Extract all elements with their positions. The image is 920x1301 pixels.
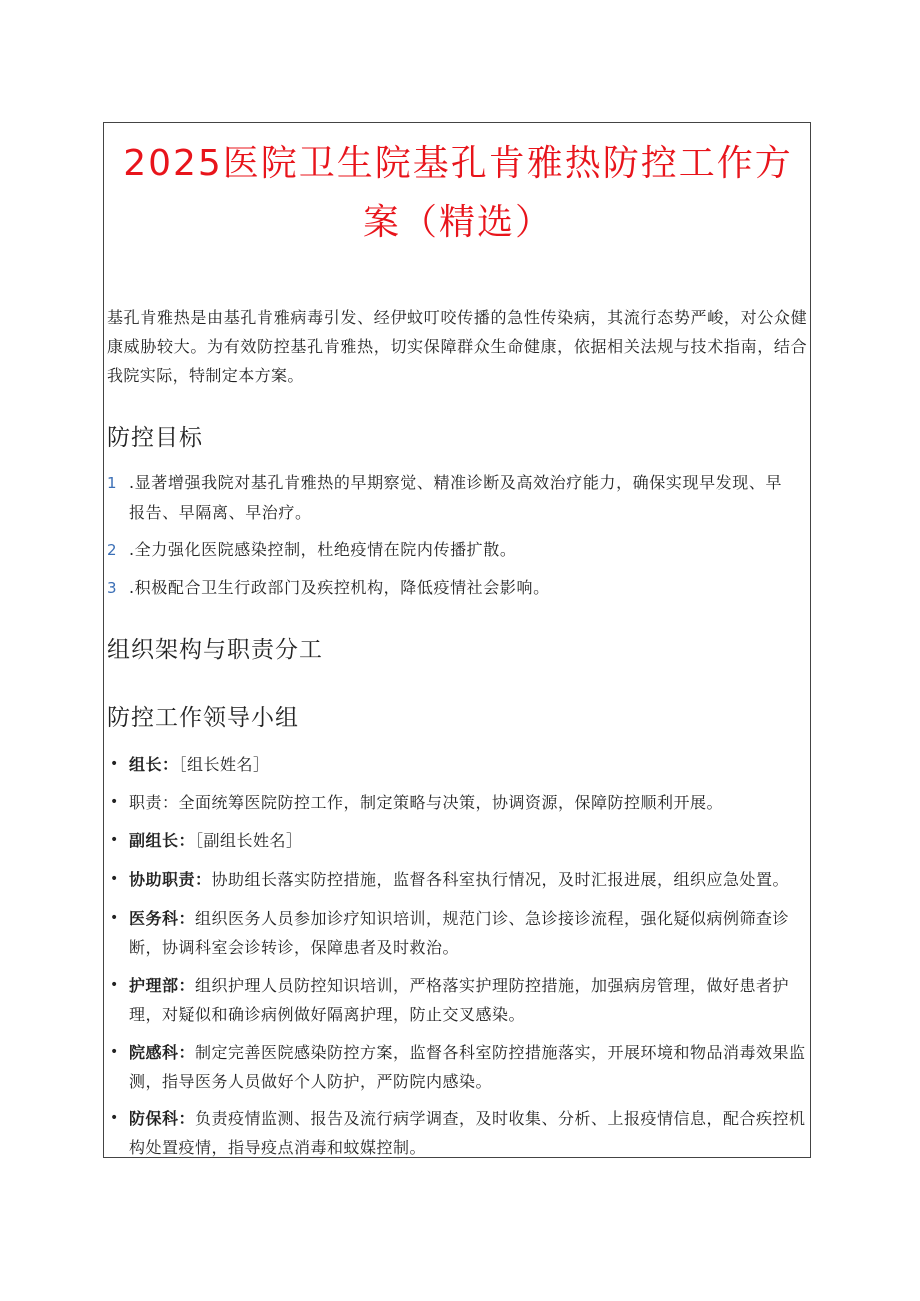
bullet-icon: • bbox=[110, 794, 119, 810]
goal-number: 3 bbox=[107, 579, 118, 597]
list-item-prevention bbox=[107, 1104, 810, 1162]
item-text: 负责疫情监测、报告及流行病学调查，及时收集、分析、上报疫情信息，配合疾控机构处置疫情，指导疫点消毒和蚊媒控制。 bbox=[129, 1109, 806, 1157]
bullet-icon: • bbox=[110, 977, 119, 993]
list-item-infection-control bbox=[107, 1038, 810, 1096]
item-text: 制定完善医院感染防控方案，监督各科室防控措施落实，开展环境和物品消毒效果监测，指导医务人员做好个人防护，严防院内感染。 bbox=[129, 1043, 806, 1091]
item-label: 防保科： bbox=[129, 1109, 196, 1128]
section-heading-organization: 组织架构与职责分工 bbox=[107, 637, 323, 663]
document-frame bbox=[103, 122, 811, 1158]
item-text: 协助组长落实防控措施，监督各科室执行情况，及时汇报进展，组织应急处置。 bbox=[211, 870, 790, 889]
goal-text: .显著增强我院对基孔肯雅热的早期察觉、精准诊断及高效治疗能力，确保实现早发现、早 bbox=[129, 473, 783, 492]
bullet-icon: • bbox=[110, 832, 119, 848]
item-label: 组长： bbox=[129, 755, 179, 774]
list-item-nursing bbox=[107, 971, 810, 1029]
bullet-icon: • bbox=[110, 871, 119, 887]
item-text: ［副组长姓名］ bbox=[195, 831, 303, 850]
item-label: 医务科： bbox=[129, 909, 196, 928]
bullet-icon: • bbox=[110, 756, 119, 772]
bullet-icon: • bbox=[110, 910, 119, 926]
section-heading-leadership-group: 防控工作领导小组 bbox=[107, 705, 299, 731]
goal-item-1 bbox=[107, 468, 807, 527]
item-text: 组织护理人员防控知识培训，严格落实护理防控措施，加强病房管理，做好患者护理，对疑似和确诊病例做好隔离护理，防止交叉感染。 bbox=[129, 976, 790, 1024]
goal-number: 1 bbox=[107, 474, 118, 492]
list-item-leader bbox=[107, 750, 810, 779]
bullet-icon: • bbox=[110, 1044, 119, 1060]
goal-text-continuation: 报告、早隔离、早治疗。 bbox=[129, 503, 312, 522]
goal-item-2 bbox=[107, 535, 807, 565]
goal-text: .积极配合卫生行政部门及疾控机构，降低疫情社会影响。 bbox=[129, 578, 550, 597]
goal-number: 2 bbox=[107, 541, 118, 559]
item-text: 组织医务人员参加诊疗知识培训，规范门诊、急诊接诊流程，强化疑似病例筛查诊断，协调科室会诊转诊，保障患者及时救治。 bbox=[129, 909, 790, 957]
item-label: 协助职责： bbox=[129, 870, 212, 889]
item-label: 院感科： bbox=[129, 1043, 196, 1062]
section-heading-goals: 防控目标 bbox=[107, 425, 203, 451]
list-item-assist-duty bbox=[107, 865, 810, 894]
goal-text: .全力强化医院感染控制，杜绝疫情在院内传播扩散。 bbox=[129, 540, 517, 559]
item-text: 职责：全面统筹医院防控工作，制定策略与决策，协调资源，保障防控顺利开展。 bbox=[129, 793, 724, 812]
item-label: 护理部： bbox=[129, 976, 196, 995]
bullet-icon: • bbox=[110, 1110, 119, 1126]
document-title-line1: 2025医院卫生院基孔肯雅热防控工作方 bbox=[123, 143, 793, 184]
goal-item-3 bbox=[107, 573, 807, 603]
list-item-medical-affairs bbox=[107, 904, 810, 962]
intro-paragraph: 基孔肯雅热是由基孔肯雅病毒引发、经伊蚊叮咬传播的急性传染病，其流行态势严峻，对公众健康威胁较大。为有效防控基孔肯雅热，切实保障群众生命健康，依据相关法规与技术指南，结合我院实际，特制定本方案。 bbox=[107, 308, 807, 385]
list-item-leader-duty bbox=[107, 788, 810, 817]
item-text: ［组长姓名］ bbox=[178, 755, 270, 774]
list-item-deputy-leader bbox=[107, 826, 810, 855]
item-label: 副组长： bbox=[129, 831, 196, 850]
document-title-line2: 案（精选） bbox=[362, 202, 553, 243]
